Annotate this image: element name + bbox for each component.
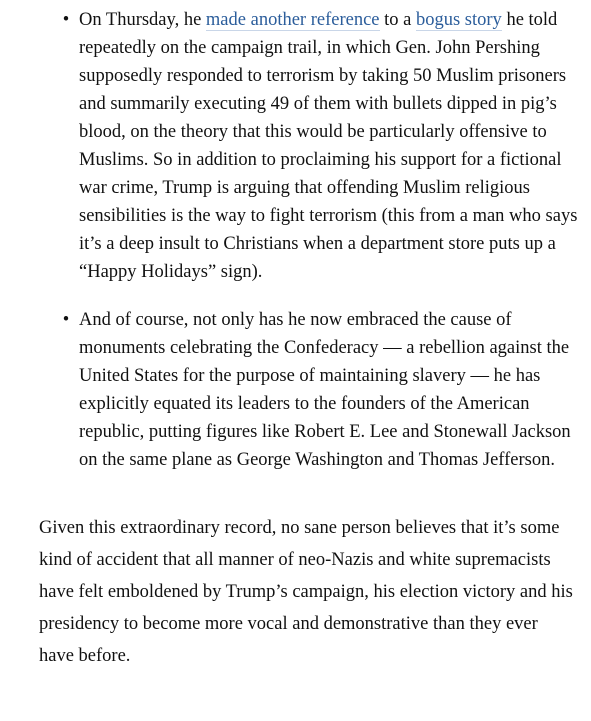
text-segment: to a — [379, 10, 416, 30]
bogus-story-link[interactable]: bogus story — [415, 10, 502, 30]
list-item-text — [79, 10, 577, 282]
bullet-icon: • — [62, 310, 70, 330]
text-segment: On Thursday, he — [79, 10, 206, 30]
bullet-icon: • — [62, 10, 70, 30]
made-another-reference-link[interactable]: made another reference — [205, 10, 380, 30]
text-segment: he told repeatedly on the campaign trail, in which Gen. John Pershing supposedly responded to terrorism by taking 50 Muslim prisoners and summarily executing 49 of them with bullets dipped in pig’s blood, on the theory that this would be particularly offensive to Muslims. So in addition to proclaiming his support for a fictional war crime, Trump is arguing that offending Muslim religious sensibilities is the way to fight terrorism (this from a man who says it’s a deep insult to Christians when a department store puts up a “Happy Holidays” sign). — [79, 10, 578, 282]
body-paragraph: Given this extraordinary record, no sane person believes that it’s some kind of accident that all manner of neo-Nazis and white supremacists have felt emboldened by Trump’s campaign, his election victory and his presidency to become more vocal and demonstrative than they ever have before. — [39, 518, 573, 666]
list-item — [0, 6, 591, 286]
list-item-text: And of course, not only has he now embraced the cause of monuments celebrating the Confederacy — a rebellion against the United States for the purpose of maintaining slavery — he has explicitly equated its leaders to the founders of the American republic, putting figures like Robert E. Lee and Stonewall Jackson on the same plane as George Washington and Thomas Jefferson. — [79, 310, 571, 470]
bullet-list — [0, 6, 591, 474]
list-item — [0, 306, 591, 474]
